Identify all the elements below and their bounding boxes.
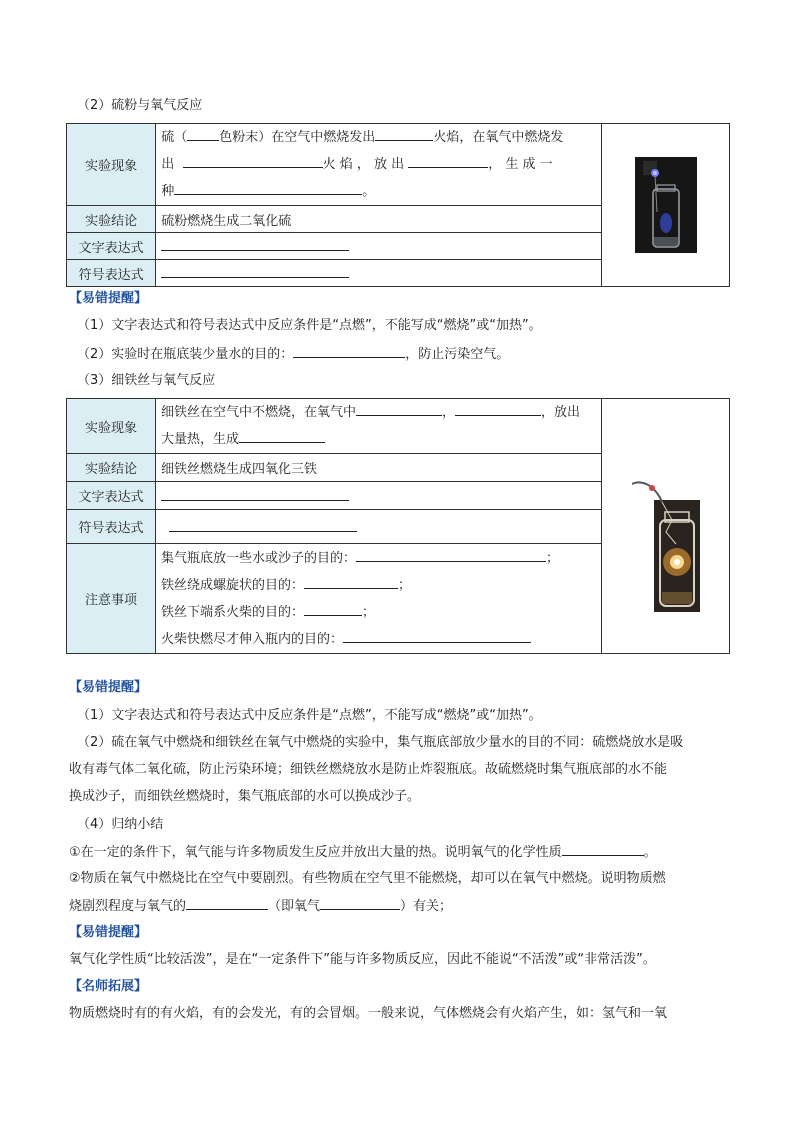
iron-photo-cell [602, 399, 730, 654]
tip3-title: 【易错提醒】 [69, 925, 148, 940]
summary-line1 [69, 842, 657, 863]
blank [186, 896, 268, 910]
summary-line3 [69, 896, 452, 917]
notes-label: 注意事项 [67, 544, 156, 654]
blank [343, 629, 531, 643]
phenomenon-label: 实验现象 [67, 124, 156, 206]
text: 。 [643, 845, 657, 860]
text: 出 [161, 157, 175, 172]
tip3-line1: 氧气化学性质“比较活泼”，是在“一定条件下”能与许多物质反应，因此不能说“不活泼”或“非常活泼”。 [69, 952, 656, 967]
blank [187, 127, 219, 141]
text: ，防止污染空气。 [405, 347, 510, 362]
text: 火柴快燃尽才伸入瓶内的目的： [160, 631, 343, 647]
text: 铁丝下端系火柴的目的： [160, 604, 304, 620]
teacher-line1: 物质燃烧时有的有火焰，有的会发光，有的会冒烟。一般来说，气体燃烧会有火焰产生，如：氢气和一氧 [69, 1006, 668, 1021]
summary-line2: ②物质在氧气中燃烧比在空气中要剧烈。有些物质在空气里不能燃烧，却可以在氧气中燃烧。说明物质燃 [69, 871, 666, 886]
sulfur-table [66, 123, 730, 287]
sulfur-phenomenon-cell [156, 124, 602, 206]
text: ①在一定的条件下，氧气能与许多物质发生反应并放出大量的热。说明氧气的化学性质 [69, 845, 562, 860]
blank [161, 264, 349, 278]
tip2-line4: 换成沙子，而细铁丝燃烧时，集气瓶底部的水可以换成沙子。 [69, 789, 421, 804]
blank [239, 429, 325, 443]
tip1-line2 [77, 344, 509, 365]
text: 种 [161, 184, 175, 199]
phenomenon-label: 实验现象 [67, 399, 156, 454]
tip1-line1: （1）文字表达式和符号表达式中反应条件是“点燃”，不能写成“燃烧”或“加热”。 [77, 318, 542, 333]
blank [455, 402, 541, 416]
text: 烧剧烈程度与氧气的 [69, 899, 187, 914]
section2-heading: （2）硫粉与氧气反应 [77, 98, 203, 113]
text: 硫（ [161, 130, 188, 145]
text: 大量热，生成 [160, 432, 239, 447]
sulfur-conclusion: 硫粉燃烧生成二氧化硫 [156, 206, 602, 233]
text: ； [398, 577, 412, 593]
blank [161, 237, 349, 251]
iron-conclusion: 细铁丝燃烧生成四氧化三铁 [155, 454, 601, 482]
iron-symbol-expression [155, 510, 601, 544]
tip2-line3: 收有毒气体二氧化硫，防止污染环境；细铁丝燃烧放水是防止炸裂瓶底。故硫燃烧时集气瓶底部的水不能 [69, 762, 668, 777]
text: ； [546, 550, 560, 566]
blank [408, 154, 488, 168]
tip2-line2: （2）硫在氧气中燃烧和细铁丝在氧气中燃烧的实验中，集气瓶底部放少量水的目的不同：硫燃烧放水是吸 [77, 735, 684, 750]
blank [293, 344, 405, 358]
section3-heading: （3）细铁丝与氧气反应 [77, 373, 216, 388]
symbol-expression-label: 符号表达式 [67, 510, 156, 544]
blank [304, 575, 398, 589]
blank [183, 154, 323, 168]
text: 色粉末）在空气中燃烧发出 [219, 130, 376, 145]
tip2-line1: （1）文字表达式和符号表达式中反应条件是“点燃”，不能写成“燃烧”或“加热”。 [77, 708, 542, 723]
sulfur-photo-cell [602, 124, 730, 287]
text: （即氧气 [268, 899, 321, 914]
blank [356, 402, 442, 416]
blank [375, 127, 433, 141]
text: ； [362, 604, 376, 620]
word-expression-label: 文字表达式 [67, 482, 156, 510]
iron-burning-photo-icon [632, 440, 700, 612]
text: （2）实验时在瓶底装少量水的目的： [77, 347, 294, 362]
text: 细铁丝在空气中不燃烧，在氧气中 [160, 405, 356, 420]
conclusion-label: 实验结论 [67, 206, 156, 233]
blank [174, 181, 362, 195]
text: ， 生 成 一 [488, 157, 553, 172]
sulfur-burning-photo-icon [635, 157, 697, 253]
blank [304, 602, 362, 616]
symbol-expression-label: 符号表达式 [67, 260, 156, 287]
text: 集气瓶底放一些水或沙子的目的： [160, 550, 356, 566]
word-expression-label: 文字表达式 [67, 233, 156, 260]
text: 铁丝绕成螺旋状的目的： [160, 577, 304, 593]
tip1-title: 【易错提醒】 [69, 291, 148, 306]
text: ）有关； [400, 899, 453, 914]
sulfur-symbol-expression [156, 260, 602, 287]
text: ，放出 [541, 405, 581, 420]
blank [562, 842, 644, 856]
text: 。 [362, 184, 376, 199]
section4-heading: （4）归纳小结 [77, 817, 164, 832]
sulfur-word-expression [156, 233, 602, 260]
blank [169, 518, 357, 532]
tip2-title: 【易错提醒】 [69, 680, 148, 695]
conclusion-label: 实验结论 [67, 454, 156, 482]
blank [320, 896, 400, 910]
iron-notes-cell [155, 544, 601, 654]
text: 火焰，在氧气中燃烧发 [433, 130, 564, 145]
text: 火 焰 ， 放 出 [322, 157, 405, 172]
iron-word-expression [155, 482, 601, 510]
iron-table [66, 398, 730, 654]
blank [161, 487, 349, 501]
blank [356, 548, 546, 562]
teacher-title: 【名师拓展】 [69, 979, 148, 994]
text: ， [442, 405, 456, 420]
iron-phenomenon-cell [155, 399, 601, 454]
